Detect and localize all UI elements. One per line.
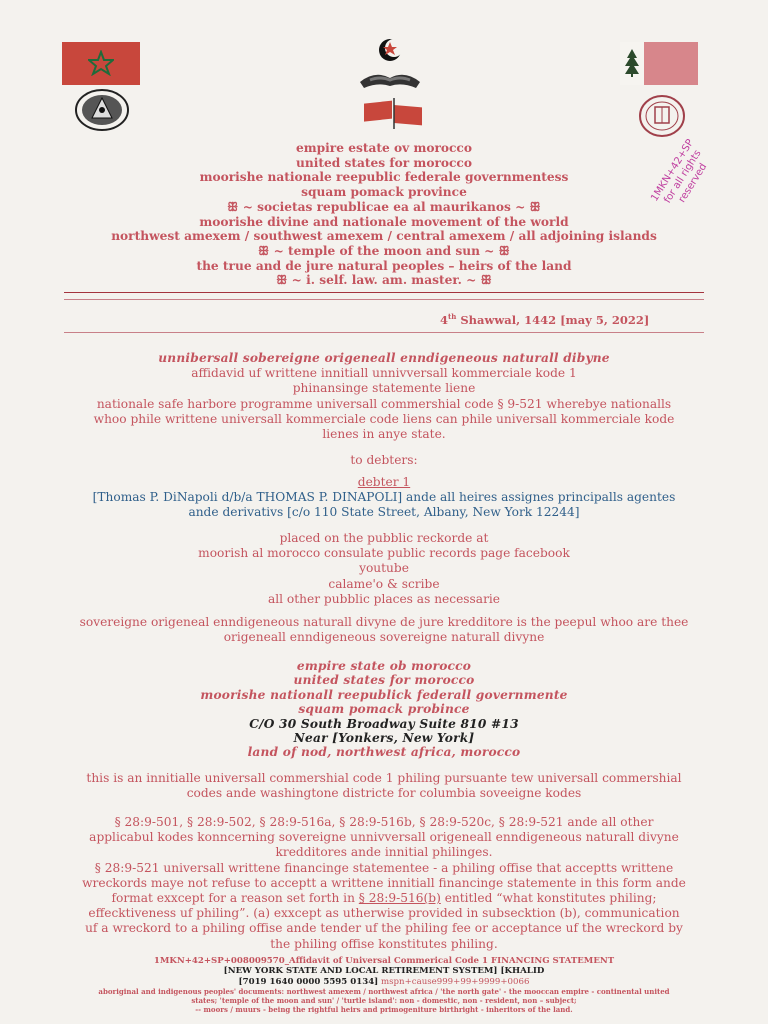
placed-line: all other pubblic places as necessarie xyxy=(267,591,501,606)
heading-line: moorishe divine and nationale movement of the world xyxy=(199,214,569,229)
codes-line: the philing offise konstitutes philing. xyxy=(270,936,498,951)
document-date xyxy=(440,312,649,327)
debter-label: debter 1 xyxy=(357,475,411,489)
divider xyxy=(64,299,704,300)
sovereign-line: sovereigne origeneal enndigeneous naturall divyne de jure kredditore is the peepul whoo are thee xyxy=(79,615,689,629)
statute-link[interactable]: § 28:9-516(b) xyxy=(358,891,441,906)
address-line: C/O 30 South Broadway Suite 810 #13 xyxy=(249,716,519,731)
heading-line: united states for morocco xyxy=(296,155,472,170)
codes-line: effecktiveness uf philing”. (a) exxcept as utherwise provided in subsecktion (b), communication xyxy=(88,906,680,921)
codes-line xyxy=(0,891,768,906)
to-debters: to debters: xyxy=(350,453,418,467)
heading-line: ꕥ ~ i. self. law. am. master. ~ ꕥ xyxy=(276,273,492,288)
initial-line: codes ande washingtone districte for columbia soveeigne kodes xyxy=(186,786,582,801)
address-line: moorishe nationall reepublick federall governmente xyxy=(200,687,568,702)
sovereign-block xyxy=(0,615,768,645)
heading-line: northwest amexem / southwest amexem / central amexem / all adjoining islands xyxy=(111,229,657,244)
placed-line: moorish al morocco consulate public records page facebook xyxy=(198,546,570,561)
debter-block xyxy=(0,475,768,521)
title-line: phinansinge statemente liene xyxy=(292,381,476,396)
placed-line: youtube xyxy=(359,561,409,576)
codes-text: entitled “what konstitutes philing; xyxy=(440,891,657,906)
footer xyxy=(0,956,768,1014)
title-line: affidavid uf writtene innitiall unnivversall kommerciale kode 1 xyxy=(191,366,577,381)
footer-text: mspn+cause999+99+9999+0066 xyxy=(378,976,530,987)
date-suffix: th xyxy=(448,312,457,321)
title-line: nationale safe harbore programme universall commershial code § 9-521 wherebye nationalls xyxy=(96,396,672,411)
title-line: unnibersall sobereigne origeneall enndigeneous naturall dibyne xyxy=(158,351,610,365)
codes-line: applicabul kodes konncerning sovereigne unnivversall origeneall enndigeneous naturall divyne xyxy=(89,830,679,845)
footer-line: states; 'temple of the moon and sun' / 'turtle island': non - domestic, non - resident, non – subject; xyxy=(191,996,577,1006)
sovereign-line: origeneall enndigeneous sovereigne naturall divyne xyxy=(223,630,545,645)
title-line: lienes in anye state. xyxy=(322,427,446,442)
address-line: Near [Yonkers, New York] xyxy=(293,731,475,746)
letterhead-title xyxy=(0,141,768,288)
address-block xyxy=(0,659,768,760)
footer-line: -- moors / muurs - being the rightful heirs and primogeniture birthright - inheritors of the land. xyxy=(195,1005,573,1015)
masonic-seal-icon xyxy=(74,88,130,132)
debter-line: ande derivativs [c/o 110 State Street, Albany, New York 12244] xyxy=(188,505,580,520)
footer-line: aboriginal and indigenous peoples' documents: northwest amexem / northwest africa / 'the north gate' - the mooccan empire - continental united xyxy=(98,987,670,997)
footer-text: [7019 1640 0000 5595 0134] xyxy=(238,976,379,987)
heading-line: ꕥ ~ societas republicae ea al maurikanos ~ ꕥ xyxy=(227,199,541,214)
footer-line: 1MKN+42+SP+008009570_Affidavit of Universal Commerical Code 1 FINANCING STATEMENT xyxy=(153,956,615,966)
pine-tree-flag-icon xyxy=(620,42,698,85)
initial-block xyxy=(0,771,768,801)
codes-block xyxy=(0,815,768,952)
codes-line: § 28:9-521 universall writtene financinge statementee - a philing offise that acceptts writtene xyxy=(94,860,674,875)
heading-line: ꕥ ~ temple of the moon and sun ~ ꕥ xyxy=(258,243,510,258)
debter-line: [Thomas P. DiNapoli d/b/a THOMAS P. DINAPOLI] ande all heires assignes principalls agentes xyxy=(92,490,676,505)
title-line: whoo phile writtene universall kommerciale code liens can phile universall kommerciale kode xyxy=(93,411,675,426)
address-line: united states for morocco xyxy=(293,673,475,688)
heading-line: squam pomack province xyxy=(301,185,467,200)
footer-line: [NEW YORK STATE AND LOCAL RETIREMENT SYSTEM] [KHALID xyxy=(223,966,545,977)
heading-line: empire estate ov morocco xyxy=(296,141,472,155)
codes-line: § 28:9-501, § 28:9-502, § 28:9-516a, § 28:9-516b, § 28:9-520c, § 28:9-521 ande all other xyxy=(114,815,654,829)
divider xyxy=(64,332,704,333)
divider xyxy=(64,292,704,293)
initial-line: this is an innitialle universall commershial code 1 philing pursuante tew universall commershial xyxy=(86,771,682,785)
affidavid-title xyxy=(0,351,768,442)
codes-line: uf a wreckord to a philing offise ande tender uf the philing fee or acceptance uf the wreckord by xyxy=(85,921,683,936)
placed-line: calame'o & scribe xyxy=(328,576,440,591)
placed-line: placed on the pubblic reckorde at xyxy=(279,531,489,545)
morocco-flag-icon xyxy=(62,42,140,85)
heading-line: the true and de jure natural peoples – heirs of the land xyxy=(196,258,572,273)
date-day: 4 xyxy=(440,312,449,327)
codes-text: format exxcept for a reason set forth in xyxy=(111,891,359,906)
address-line: empire state ob morocco xyxy=(296,659,472,673)
stamp-text: 1MKN+42+SP for all rights reserved xyxy=(649,137,710,206)
heading-line: moorishe nationale reepublic federale governmentess xyxy=(199,170,569,185)
placed-block xyxy=(0,531,768,607)
address-line: land of nod, northwest africa, morocco xyxy=(247,745,521,760)
date-text: Shawwal, 1442 [may 5, 2022] xyxy=(456,312,650,327)
codes-line: kredditores ande innitial philinges. xyxy=(275,845,493,860)
crossed-flags-icon xyxy=(360,96,428,130)
footer-line xyxy=(0,977,768,987)
codes-line: wreckords mayе not refuse to acceptt a writtene innitiall financinge statemente in this form ande xyxy=(82,875,686,890)
address-line: squam pomack probince xyxy=(298,702,470,717)
